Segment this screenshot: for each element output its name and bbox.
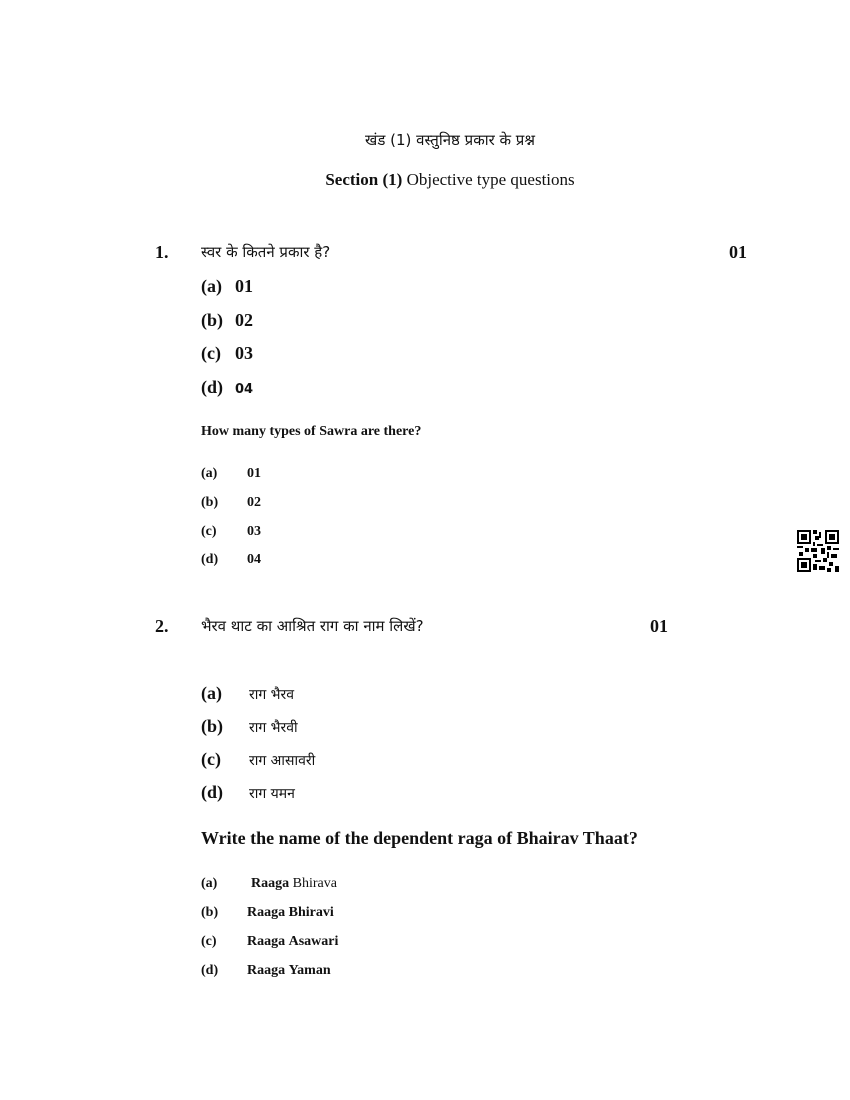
q1-option-english-c <box>201 524 261 540</box>
option-raga-name: Yaman <box>288 963 331 978</box>
q1-option-hindi-b <box>201 310 253 331</box>
option-value: राग यमन <box>249 786 295 802</box>
question-1-number: 1. <box>155 242 169 262</box>
option-label: (a) <box>201 276 222 296</box>
option-label: (d) <box>201 782 223 802</box>
q1-option-hindi-a <box>201 276 253 297</box>
option-label: (d) <box>201 552 219 567</box>
qr-code-icon <box>797 530 839 572</box>
question-1-text-hindi: स्वर के कितने प्रकार है? <box>201 243 331 261</box>
option-value: राग आसावरी <box>249 753 316 769</box>
question-1-text-english: How many types of Sawra are there? <box>201 424 422 439</box>
option-label: (c) <box>201 749 221 769</box>
option-word-raaga: Raaga <box>247 963 286 978</box>
option-label: (d) <box>201 963 219 978</box>
q2-option-hindi-d <box>201 782 295 803</box>
option-value: राग भैरव <box>249 687 295 703</box>
option-word-raaga: Raaga <box>247 905 286 920</box>
option-value: 02 <box>235 310 253 330</box>
option-value: 03 <box>247 524 261 539</box>
section-title-english <box>0 170 850 190</box>
option-word-raaga: Raaga <box>247 934 286 949</box>
option-value: 04 <box>235 382 254 397</box>
option-word-raaga: Raaga <box>251 876 290 891</box>
option-value: 04 <box>247 552 261 567</box>
question-1-marks: 01 <box>729 242 747 262</box>
option-value: 02 <box>247 495 261 510</box>
option-label: (b) <box>201 905 219 920</box>
q2-option-hindi-c <box>201 749 315 770</box>
option-label: (c) <box>201 524 217 539</box>
option-label: (a) <box>201 683 222 703</box>
section-label: Section (1) <box>325 170 403 189</box>
q1-option-hindi-c <box>201 343 253 364</box>
question-2-marks: 01 <box>650 616 668 636</box>
option-label: (d) <box>201 377 223 397</box>
option-raga-name: Asawari <box>288 934 339 949</box>
question-2-text-hindi: भैरव थाट का आश्रित राग का नाम लिखें? <box>201 617 424 635</box>
q2-option-english-b <box>201 905 334 921</box>
option-label: (c) <box>201 343 221 363</box>
q1-option-english-a <box>201 466 261 482</box>
q1-option-english-d <box>201 552 261 568</box>
option-label: (c) <box>201 934 217 949</box>
option-raga-name: Bhiravi <box>288 905 334 920</box>
q2-option-english-c <box>201 934 338 950</box>
q2-option-english-a <box>201 876 337 892</box>
option-value: राग भैरवी <box>249 720 298 736</box>
q2-option-english-d <box>201 963 331 979</box>
section-subtitle: Objective type questions <box>402 170 575 189</box>
option-label: (a) <box>201 466 218 481</box>
option-value: 03 <box>235 343 253 363</box>
q2-option-hindi-b <box>201 716 298 737</box>
q2-option-hindi-a <box>201 683 294 704</box>
option-label: (b) <box>201 495 219 510</box>
question-2-number: 2. <box>155 616 169 636</box>
section-title-hindi: खंड (1) वस्तुनिष्ठ प्रकार के प्रश्न <box>365 131 535 149</box>
option-label: (a) <box>201 876 218 891</box>
option-raga-name: Bhirava <box>292 876 337 891</box>
option-value: 01 <box>235 276 253 296</box>
question-2-text-english: Write the name of the dependent raga of Bhairav Thaat? <box>201 828 638 848</box>
q1-option-english-b <box>201 495 261 511</box>
option-label: (b) <box>201 310 223 330</box>
q1-option-hindi-d <box>201 377 253 398</box>
option-value: 01 <box>247 466 261 481</box>
option-label: (b) <box>201 716 223 736</box>
